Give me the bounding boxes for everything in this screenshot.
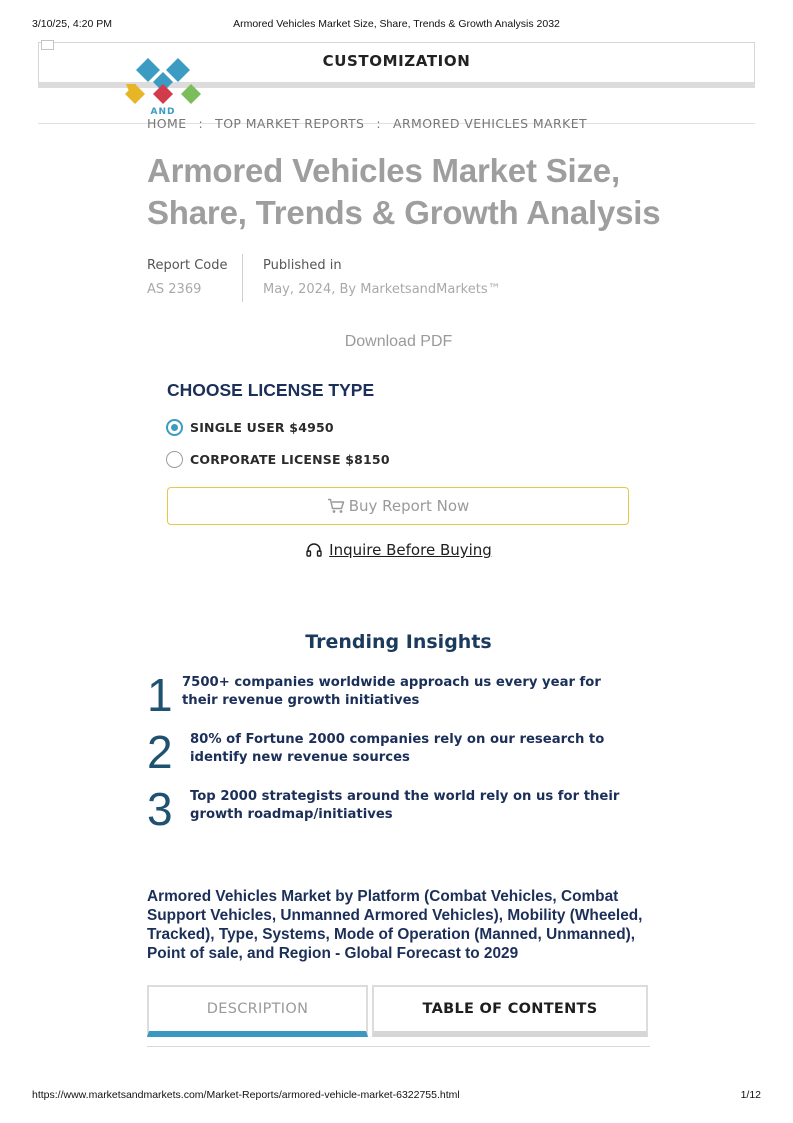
inquire-label: Inquire Before Buying [329, 541, 492, 559]
insight-text: 80% of Fortune 2000 companies rely on our research to identify new revenue sources [190, 732, 605, 765]
download-pdf-link[interactable]: Download PDF [344, 333, 453, 350]
insight-text: Top 2000 strategists around the world rely on us for their growth roadmap/initiatives [190, 789, 620, 822]
meta-divider [242, 254, 243, 302]
published-label: Published in [263, 258, 342, 273]
customization-label: CUSTOMIZATION [322, 52, 471, 70]
radio-unchecked-icon[interactable] [166, 451, 183, 468]
tab-description[interactable]: DESCRIPTION [147, 985, 368, 1037]
page-title: Armored Vehicles Market Size, Share, Trends & Growth Analysis [147, 152, 661, 231]
report-code-value: AS 2369 [147, 282, 202, 297]
print-header [32, 18, 761, 32]
buy-report-label: Buy Report Now [348, 497, 470, 515]
marketsandmarkets-logo[interactable] [122, 56, 204, 116]
insight-item [147, 726, 657, 779]
cart-icon [327, 498, 345, 514]
license-title: CHOOSE LICENSE TYPE [167, 380, 375, 400]
print-footer [32, 1089, 761, 1103]
insight-item [147, 669, 657, 722]
breadcrumb-current[interactable]: ARMORED VEHICLES MARKET [393, 116, 588, 131]
inquire-link[interactable] [147, 541, 650, 559]
report-description: Armored Vehicles Market by Platform (Combat Vehicles, Combat Support Vehicles, Unmanned Armored Vehicles), Mobility (Wheeled, Tracked), Type, Systems, Mode of Operation (Manned, Unmanned), Point of sale, and Region - Global Forecast to 2029 [147, 888, 643, 962]
insight-number: 2 [147, 726, 173, 778]
report-tabs [147, 985, 650, 1047]
buy-report-button[interactable] [167, 487, 629, 525]
print-doc-title: Armored Vehicles Market Size, Share, Trends & Growth Analysis 2032 [233, 18, 560, 30]
print-page-number: 1/12 [740, 1089, 761, 1101]
breadcrumb: HOME : TOP MARKET REPORTS : ARMORED VEHICLES MARKET [147, 116, 588, 131]
breadcrumb-home[interactable]: HOME [147, 116, 187, 131]
print-datetime: 3/10/25, 4:20 PM [32, 18, 112, 30]
report-code-label: Report Code [147, 258, 228, 273]
breadcrumb-top-market-reports[interactable]: TOP MARKET REPORTS [215, 116, 365, 131]
insight-item [147, 783, 657, 836]
logo-text: AND [150, 107, 176, 116]
insight-number: 3 [147, 783, 173, 835]
tab-table-of-contents[interactable]: TABLE OF CONTENTS [372, 985, 648, 1037]
trending-title: Trending Insights [305, 631, 492, 653]
license-option-label: SINGLE USER $4950 [190, 420, 334, 435]
license-option-label: CORPORATE LICENSE $8150 [190, 452, 390, 467]
published-value: May, 2024, By MarketsandMarkets™ [263, 282, 501, 297]
logo-icon [122, 56, 204, 116]
insight-number: 1 [147, 669, 173, 721]
radio-checked-icon[interactable] [166, 419, 183, 436]
headset-icon [305, 542, 323, 558]
print-url: https://www.marketsandmarkets.com/Market-Reports/armored-vehicle-market-6322755.html [32, 1089, 460, 1101]
insight-text: 7500+ companies worldwide approach us every year for their revenue growth initiatives [182, 675, 601, 708]
site-header [38, 38, 755, 124]
